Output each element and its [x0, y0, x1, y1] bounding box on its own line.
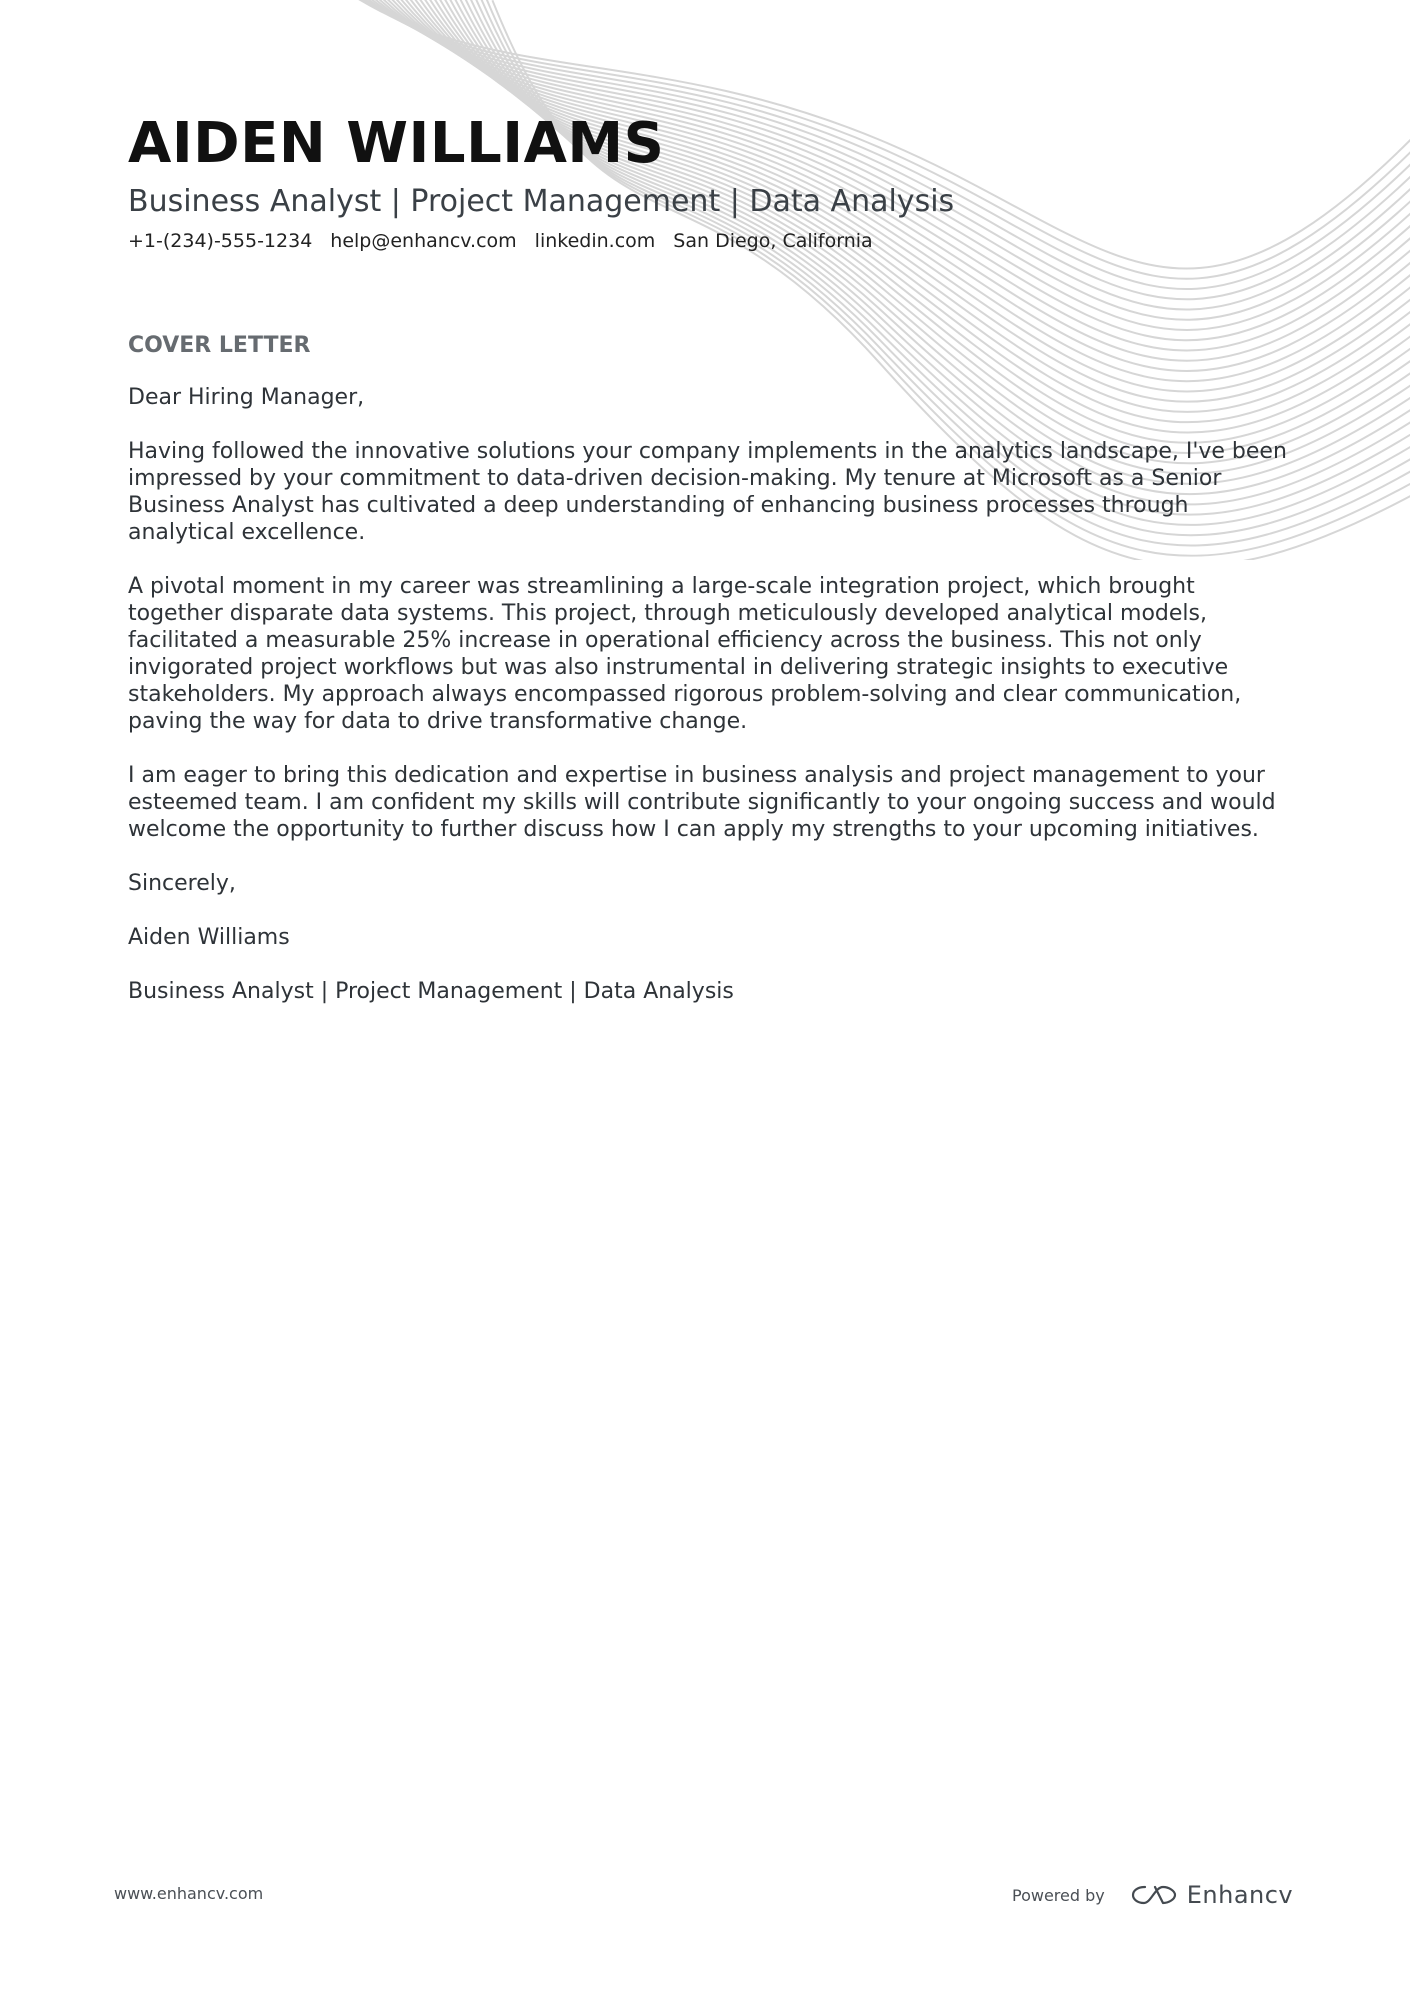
enhancv-logo-text: Enhancv: [1186, 1881, 1294, 1909]
linkedin-link[interactable]: linkedin.com: [534, 230, 656, 252]
cover-letter-content: [128, 108, 1288, 1005]
powered-by-label: Powered by: [1012, 1885, 1105, 1905]
phone-text: +1-(234)-555-1234: [128, 230, 313, 252]
email-link[interactable]: help@enhancv.com: [330, 230, 517, 252]
signature-title: Business Analyst | Project Management | Data Analysis: [128, 979, 734, 1004]
footer-website-link[interactable]: www.enhancv.com: [114, 1884, 264, 1903]
location-text: San Diego, California: [673, 230, 873, 252]
contact-info: [128, 228, 1288, 254]
greeting: Dear Hiring Manager,: [128, 385, 365, 410]
closing: Sincerely,: [128, 871, 236, 896]
candidate-name: AIDEN WILLIAMS: [128, 111, 665, 176]
signature-name: Aiden Williams: [128, 925, 290, 950]
candidate-headline: Business Analyst | Project Management | Data Analysis: [128, 184, 955, 219]
section-title: COVER LETTER: [128, 333, 311, 358]
paragraph-3: I am eager to bring this dedication and expertise in business analysis and project management to your esteemed team. I am confident my skills will contribute significantly to your ongoing success and would welcome the opportunity to further discuss how I can apply my strengths to your upcoming initiatives.: [128, 763, 1276, 842]
enhancv-logo[interactable]: [1131, 1881, 1293, 1909]
powered-by: [1012, 1881, 1293, 1909]
paragraph-1: Having followed the innovative solutions your company implements in the analytics landscape, I've been impressed by your commitment to data-driven decision-making. My tenure at Microsoft as a Senior Business Analyst has cultivated a deep understanding of enhancing business processes through analytical excellence.: [128, 439, 1287, 545]
paragraph-2: A pivotal moment in my career was streamlining a large-scale integration project, which brought together disparate data systems. This project, through meticulously developed analytical models, facilitated a measurable 25% increase in operational efficiency across the business. This not only invigorated project workflows but was also instrumental in delivering strategic insights to executive stakeholders. My approach always encompassed rigorous problem-solving and clear communication, paving the way for data to drive transformative change.: [128, 574, 1242, 734]
enhancv-logo-icon: [1131, 1882, 1177, 1908]
letter-body: [128, 384, 1288, 1005]
